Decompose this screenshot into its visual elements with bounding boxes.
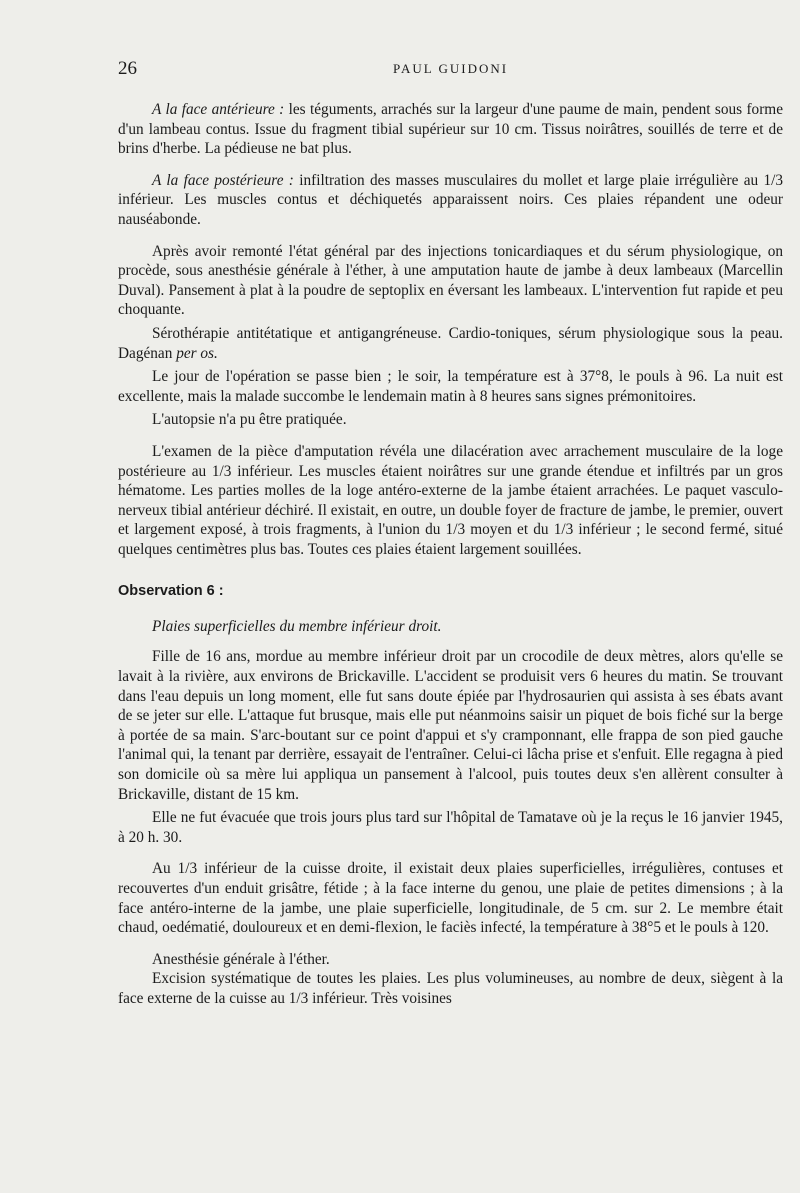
face-anterieure-label: A la face antérieure : bbox=[152, 101, 285, 118]
face-posterieure-text: infiltration des masses musculaires du mollet et large plaie irrégulière au 1/3 inférieur. Les muscles contus et déchiquetés apparaissent noirs. Ces plaies répandent une odeur nauséabonde. bbox=[118, 171, 783, 228]
face-anterieure-text: les téguments, arrachés sur la largeur d'une paume de main, pendent sous forme d'un lambeau contus. Issue du fragment tibial supérieur sur 10 cm. Tissus noirâtres, souillés de terre et de brins d'herbe. La pédieuse ne bat plus. bbox=[118, 101, 783, 158]
paragraph-recit-accident: Fille de 16 ans, mordue au membre inférieur droit par un crocodile de deux mètres, alors qu'elle se lavait à la rivière, aux environs de Brickaville. L'accident se produisit vers 6 heures du matin. Se trouvant dans l'eau depuis un long moment, elle fut sans doute épiée par l'hydrosaurien qui assista à ses ébats avant de se jeter sur elle. L'attaque fut brusque, mais elle put néanmoins saisir un piquet de bois fiché sur la berge à portée de sa main. S'arc-boutant sur ce point d'appui et s'y cramponnant, elle frappa de son pied gauche l'animal qui, la tenant par derrière, essayait de l'entraîner. Celui-ci lâcha prise et s'enfuit. Elle regagna à pied son domicile où sa mère lui appliqua un pansement à l'alcool, puis toutes deux s'en allèrent consulter à Brickaville, distant de 15 km. bbox=[118, 648, 783, 803]
page-number: 26 bbox=[118, 58, 137, 79]
body-text bbox=[118, 100, 783, 1009]
face-posterieure-label: A la face postérieure : bbox=[152, 171, 294, 189]
paragraph-plaies-cuisse: Au 1/3 inférieur de la cuisse droite, il existait deux plaies superficielles, irrégulières, contuses et recouvertes d'un enduit grisâtre, fétide ; à la face interne du genou, une plaie de petites dimensions ; à la face antéro-interne de la jambe, une plaie superficielle, longitudinale, de 5 cm. sur 2. Le membre était chaud, oedématié, douloureux et en demi-flexion, le faciès infecté, la température à 38°5 et le pouls à 120. bbox=[118, 860, 783, 937]
page-header bbox=[118, 58, 783, 84]
observation-subtitle: Plaies superficielles du membre inférieur droit. bbox=[152, 618, 442, 636]
paragraph-anesthesie: Anesthésie générale à l'éther. bbox=[152, 950, 330, 968]
running-head: PAUL GUIDONI bbox=[392, 61, 509, 76]
serotherapie-italic: per os. bbox=[176, 344, 218, 362]
serotherapie-text: Sérothérapie antitétatique et antigangréneuse. Cardio-toniques, sérum physiologique sous la peau. Dagénan bbox=[118, 324, 783, 362]
paragraph-examen-piece: L'examen de la pièce d'amputation révéla une dilacération avec arrachement musculaire de la loge postérieure au 1/3 inférieur. Les muscles étaient noirâtres sur une grande étendue et infiltrés par un gros hématome. Les parties molles de la loge antéro-externe de la jambe étaient arrachées. Le paquet vasculo-nerveux tibial antérieur déchiré. Il existait, en outre, un double foyer de fracture de jambe, le premier, ouvert et largement exposé, à trois fragments, à l'union du 1/3 moyen et du 1/3 inférieur ; le second fermé, situé quelques centimètres plus bas. Toutes ces plaies étaient largement souillées. bbox=[118, 442, 783, 558]
paragraph-jour-operation: Le jour de l'opération se passe bien ; le soir, la température est à 37°8, le pouls à 96. La nuit est excellente, mais la malade succombe le lendemain matin à 8 heures sans signes prémonitoires. bbox=[118, 368, 783, 405]
paragraph-face-posterieure bbox=[118, 171, 783, 230]
paragraph-autopsie: L'autopsie n'a pu être pratiquée. bbox=[152, 411, 347, 429]
paragraph-face-anterieure bbox=[118, 100, 783, 159]
observation-title: Observation 6 : bbox=[118, 583, 224, 600]
paragraph-excision: Excision systématique de toutes les plaies. Les plus volumineuses, au nombre de deux, siègent à la face externe de la cuisse au 1/3 inférieur. Très voisines bbox=[118, 970, 783, 1007]
paragraph-amputation: Après avoir remonté l'état général par des injections tonicardiaques et du sérum physiologique, on procède, sous anesthésie générale à l'éther, à une amputation haute de jambe à deux lambeaux (Marcellin Duval). Pansement à plat à la poudre de septoplix en éversant les lambeaux. L'intervention fut rapide et peu choquante. bbox=[118, 242, 783, 319]
paragraph-evacuation: Elle ne fut évacuée que trois jours plus tard sur l'hôpital de Tamatave où je la reçus le 16 janvier 1945, à 20 h. 30. bbox=[118, 809, 783, 846]
paragraph-serotherapie bbox=[118, 324, 783, 363]
